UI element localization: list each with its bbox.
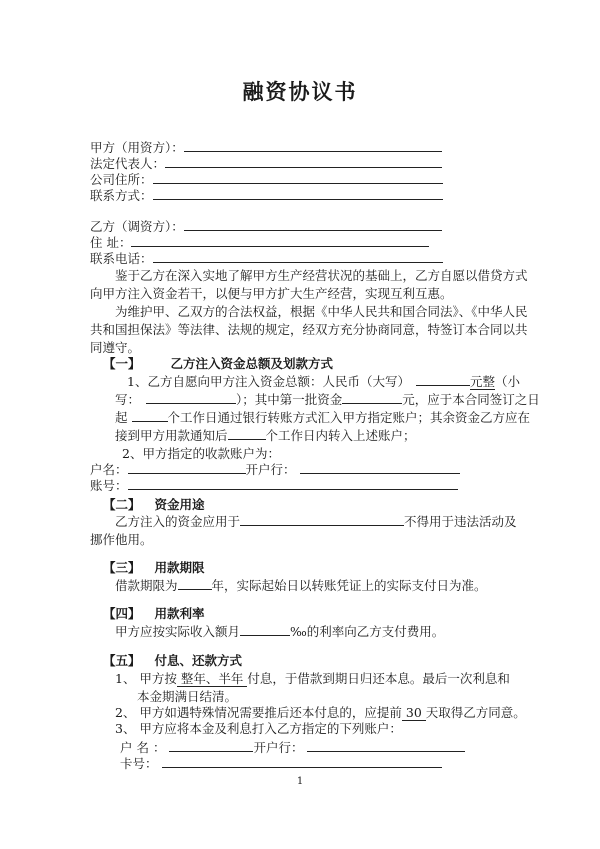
party-a-label: 甲方（用资方）：: [90, 140, 184, 155]
party-b-phone-line: [90, 250, 443, 268]
s1-clause-1-line: [115, 427, 416, 445]
party-a-rep-label: 法定代表人：: [90, 156, 166, 171]
party-b-phone-label: 联系电话：: [90, 251, 153, 266]
party-b-label: 乙方（调资方）：: [90, 219, 184, 234]
holder-blank: [169, 739, 253, 752]
s5-text: 天取得乙方同意。: [425, 705, 526, 720]
s2-text: 不得用于违法活动及: [404, 514, 517, 529]
party-b-phone-blank: [153, 250, 443, 263]
section-2-heading: [103, 496, 205, 514]
s5-text: 付息，于借款到期日归还本息。最后一次利息和: [247, 671, 510, 686]
card-label: 卡号：: [120, 756, 158, 771]
s2-line: 挪作他用。: [90, 532, 153, 547]
section-3-number: 【三】: [103, 560, 141, 575]
s4-line: [115, 623, 444, 641]
section-1-number: 【一】: [103, 356, 141, 371]
preamble-line: 同遵守。: [90, 340, 141, 355]
s1-clause-1-line: [115, 391, 540, 409]
party-b-address-label: 住 址：: [90, 235, 132, 250]
s5-text: 1、 甲方按: [115, 671, 177, 686]
yuan-unit: 元整: [469, 374, 495, 389]
account-blank: [128, 477, 458, 490]
s5-clause-3: 3、 甲方应将本金及利息打入乙方指定的下列账户：: [115, 721, 402, 736]
bank-label: 开户行：: [253, 740, 304, 755]
section-3-title: 用款期限: [154, 560, 205, 575]
amount-words-blank: [416, 373, 470, 386]
s3-line: [115, 577, 487, 595]
s1-text: 元，应于本合同签订之日: [402, 392, 540, 407]
preamble-line: 共和国担保法》等法律、法规的规定，经双方充分协商同意，特签订本合同以共: [90, 322, 528, 337]
payment-frequency-option: 整年、半年: [176, 671, 248, 686]
s5-clause-1: [115, 670, 510, 688]
s1-account-number-line: [90, 477, 458, 495]
days-blank: [228, 427, 266, 440]
page-number: 1: [296, 776, 304, 787]
s2-line: [115, 513, 517, 531]
section-2-number: 【二】: [103, 497, 141, 512]
section-1-title: 乙方注入资金总额及划款方式: [170, 356, 334, 371]
section-3-heading: [103, 559, 205, 577]
s5-clause-1-cont: 本金期满日结清。: [137, 689, 238, 704]
s5-card-line: [120, 755, 442, 773]
holder-label: 户名：: [90, 462, 128, 477]
s1-clause-1-line: [127, 373, 520, 391]
s3-text: 借款期限为: [115, 578, 178, 593]
document-title: 融资协议书: [242, 79, 358, 104]
s3-text: 年，实际起始日以转账凭证上的实际支付日为准。: [211, 578, 487, 593]
s1-clause-1-line: [115, 409, 530, 427]
s4-text: 甲方应按实际收入额月: [115, 624, 241, 639]
party-a-rep-blank: [165, 155, 442, 168]
s1-text: ）；其中第一批资金: [236, 392, 343, 407]
bank-blank: [307, 739, 465, 752]
term-blank: [178, 577, 212, 590]
notice-days: 30: [401, 705, 426, 720]
party-b-blank: [184, 218, 442, 231]
party-a-contact-label: 联系方式：: [90, 188, 153, 203]
party-a-contact-blank: [153, 187, 443, 200]
s1-text: 写：: [115, 392, 141, 407]
s1-clause-2: 2、甲方指定的收款账户为：: [122, 446, 280, 461]
s1-text: （小: [494, 374, 520, 389]
section-5-heading: [103, 652, 242, 670]
s1-text: 个工作日通过银行转账方式汇入甲方指定账户；其余资金乙方应在: [167, 410, 531, 425]
section-4-title: 用款利率: [154, 606, 205, 621]
holder-label: 户 名 ：: [120, 740, 166, 755]
card-blank: [162, 755, 442, 768]
preamble-line: 向甲方注入资金若干，以便与甲方扩大生产经营，实现互利互惠。: [90, 286, 453, 301]
bank-blank: [300, 461, 460, 474]
rate-blank: [240, 623, 290, 636]
amount-figures-blank: [146, 391, 236, 404]
section-4-heading: [103, 605, 205, 623]
purpose-blank: [240, 513, 404, 526]
party-a-contact-line: [90, 187, 443, 205]
s1-text: 起: [115, 410, 128, 425]
s1-text: 1、乙方自愿向甲方注入资金总额：人民币（大写）: [127, 374, 410, 389]
holder-blank: [128, 461, 246, 474]
section-5-title: 付息、还款方式: [154, 653, 243, 668]
s4-text: ‰的利率向乙方支付费用。: [290, 624, 445, 639]
preamble-line: 为维护甲、乙双方的合法权益，根据《中华人民共和国合同法》、《中华人民: [115, 304, 528, 319]
bank-label: 开户行：: [245, 462, 296, 477]
section-2-title: 资金用途: [154, 497, 205, 512]
party-a-address-blank: [153, 171, 443, 184]
days-blank: [132, 409, 168, 422]
party-b-address-blank: [131, 234, 429, 247]
section-5-number: 【五】: [103, 653, 141, 668]
preamble-line: 鉴于乙方在深入实地了解甲方生产经营状况的基础上，乙方自愿以借贷方式: [115, 268, 528, 283]
s5-text: 2、 甲方如遇特殊情况需要推后还本付息的，应提前: [115, 705, 402, 720]
section-4-number: 【四】: [103, 606, 141, 621]
party-a-blank: [184, 139, 442, 152]
s2-text: 乙方注入的资金应用于: [115, 514, 241, 529]
first-batch-blank: [342, 391, 402, 404]
s1-text: 个工作日内转入上述账户；: [265, 428, 416, 443]
s1-text: 接到甲方用款通知后: [115, 428, 228, 443]
party-a-address-label: 公司住所：: [90, 172, 153, 187]
account-label: 账号：: [90, 478, 128, 493]
section-1-heading: [103, 355, 333, 373]
